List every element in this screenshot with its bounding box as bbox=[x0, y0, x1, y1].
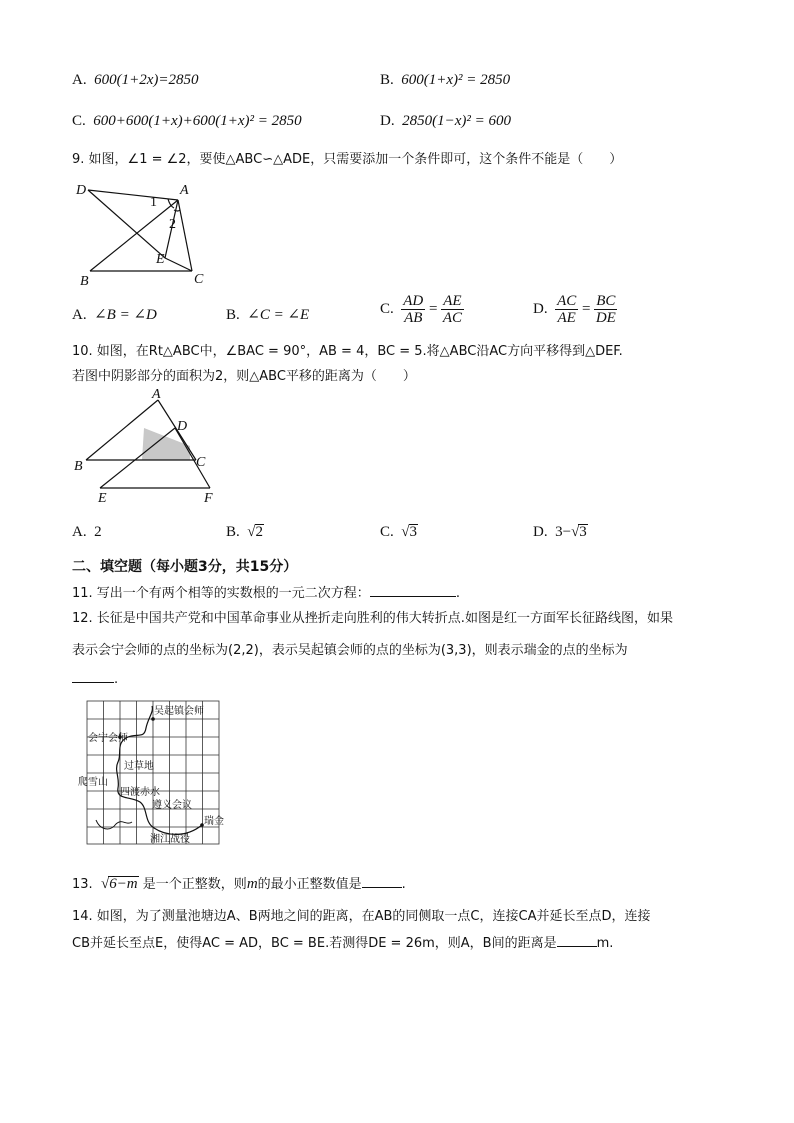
q10-label-B: B bbox=[74, 459, 83, 474]
q9-label-A: A bbox=[180, 183, 189, 198]
q12-point-wuqi bbox=[151, 717, 155, 721]
q9-option-d: D. $\frac{AC}{AE}$ = $\frac{BC}{DE}$ bbox=[533, 293, 616, 326]
q8-option-c: C. 600+600(1+x)+600(1+x)² = 2850 bbox=[72, 113, 302, 129]
q10-option-d: D. 3−√3 bbox=[533, 524, 587, 540]
q12-route-arrow bbox=[96, 820, 132, 829]
q8-option-b: B. 600(1+x)² = 2850 bbox=[380, 72, 511, 88]
q10-line1: 10. 如图，在Rt△ABC中，∠BAC = 90°，AB = 4，BC = 5.将△ABC沿AC方向平移得到△DEF. bbox=[72, 344, 623, 359]
q12-label-huining: 会宁会师 bbox=[88, 733, 128, 744]
q10-option-c: C. √3 bbox=[380, 524, 417, 540]
q13: 13. √6−m 是一个正整数，则m的最小正整数值是 . bbox=[72, 876, 406, 892]
q12-answer: . bbox=[72, 672, 118, 687]
q14-line2: CB并延长至点E，使得AC = AD，BC = BE.若测得DE = 26m，则A，B间的距离是 m. bbox=[72, 936, 614, 951]
q10-option-b: B. √2 bbox=[226, 524, 263, 540]
q12-label-zunyi: 遵义会议 bbox=[152, 800, 192, 811]
q12-label-chishui: 四渡赤水 bbox=[120, 787, 160, 798]
q12-map-grid bbox=[87, 701, 219, 844]
q10-label-D: D bbox=[177, 419, 188, 434]
q12-map bbox=[78, 700, 224, 850]
q9-option-b: B. ∠C = ∠E bbox=[226, 307, 310, 323]
q11: 11. 写出一个有两个相等的实数根的一元二次方程： . bbox=[72, 586, 460, 601]
q9-figure bbox=[70, 178, 220, 288]
section2-title: 二、填空题（每小题3分，共15分） bbox=[72, 559, 298, 575]
q11-answer-blank bbox=[370, 596, 456, 597]
q14-answer-blank bbox=[557, 946, 597, 947]
q10-label-F: F bbox=[204, 491, 213, 506]
q8-option-a: A. 600(1+2x)=2850 bbox=[72, 72, 199, 88]
q9-label-D: D bbox=[76, 183, 87, 198]
q13-answer-blank bbox=[362, 887, 402, 888]
q10-label-C: C bbox=[196, 455, 206, 470]
q9-stem: 9. 如图，∠1 = ∠2，要使△ABC∽△ADE，只需要添加一个条件即可，这个条件不能是（ ） bbox=[72, 152, 623, 167]
q9-line-EC bbox=[165, 258, 192, 271]
q9-angle-2-arc bbox=[174, 210, 180, 211]
q12-line2: 表示会宁会师的点的坐标为(2,2)，表示吴起镇会师的点的坐标为(3,3)，则表示瑞金的点的坐标为 bbox=[72, 643, 628, 658]
q8-option-d: D. 2850(1−x)² = 600 bbox=[380, 113, 511, 129]
q12-line1: 12. 长征是中国共产党和中国革命事业从挫折走向胜利的伟大转折点.如图是红一方面军长征路线图，如果 bbox=[72, 611, 673, 626]
q12-label-caodi: 过草地 bbox=[124, 761, 154, 772]
q12-label-xueshan: 爬雪山 bbox=[78, 777, 108, 788]
q9-option-a: A. ∠B = ∠D bbox=[72, 307, 157, 323]
q10-label-A: A bbox=[152, 387, 161, 402]
q14-line1: 14. 如图，为了测量池塘边A、B两地之间的距离，在AB的同侧取一点C，连接CA并延长至点D，连接 bbox=[72, 909, 651, 924]
q12-label-ruijin: 瑞金 bbox=[204, 816, 224, 827]
q12-answer-blank bbox=[72, 682, 114, 683]
q9-label-E: E bbox=[156, 252, 165, 267]
q10-label-E: E bbox=[98, 491, 107, 506]
q12-label-wuqi: 吴起镇会师 bbox=[154, 706, 204, 717]
q9-label-B: B bbox=[80, 274, 89, 289]
q9-line-DA bbox=[88, 190, 178, 200]
q9-label-C: C bbox=[194, 272, 204, 287]
q9-label-1: 1 bbox=[150, 195, 157, 210]
q9-line-AB bbox=[90, 200, 178, 271]
q10-option-a: A. 2 bbox=[72, 524, 102, 540]
q9-label-2: 2 bbox=[169, 217, 176, 232]
q10-line2: 若图中阴影部分的面积为2，则△ABC平移的距离为（ ） bbox=[72, 369, 416, 384]
q12-label-xiangjiang: 湘江战役 bbox=[150, 834, 190, 845]
q9-option-c: C. $\frac{AD}{AB}$ = $\frac{AE}{AC}$ bbox=[380, 293, 462, 326]
q10-figure bbox=[70, 388, 230, 510]
